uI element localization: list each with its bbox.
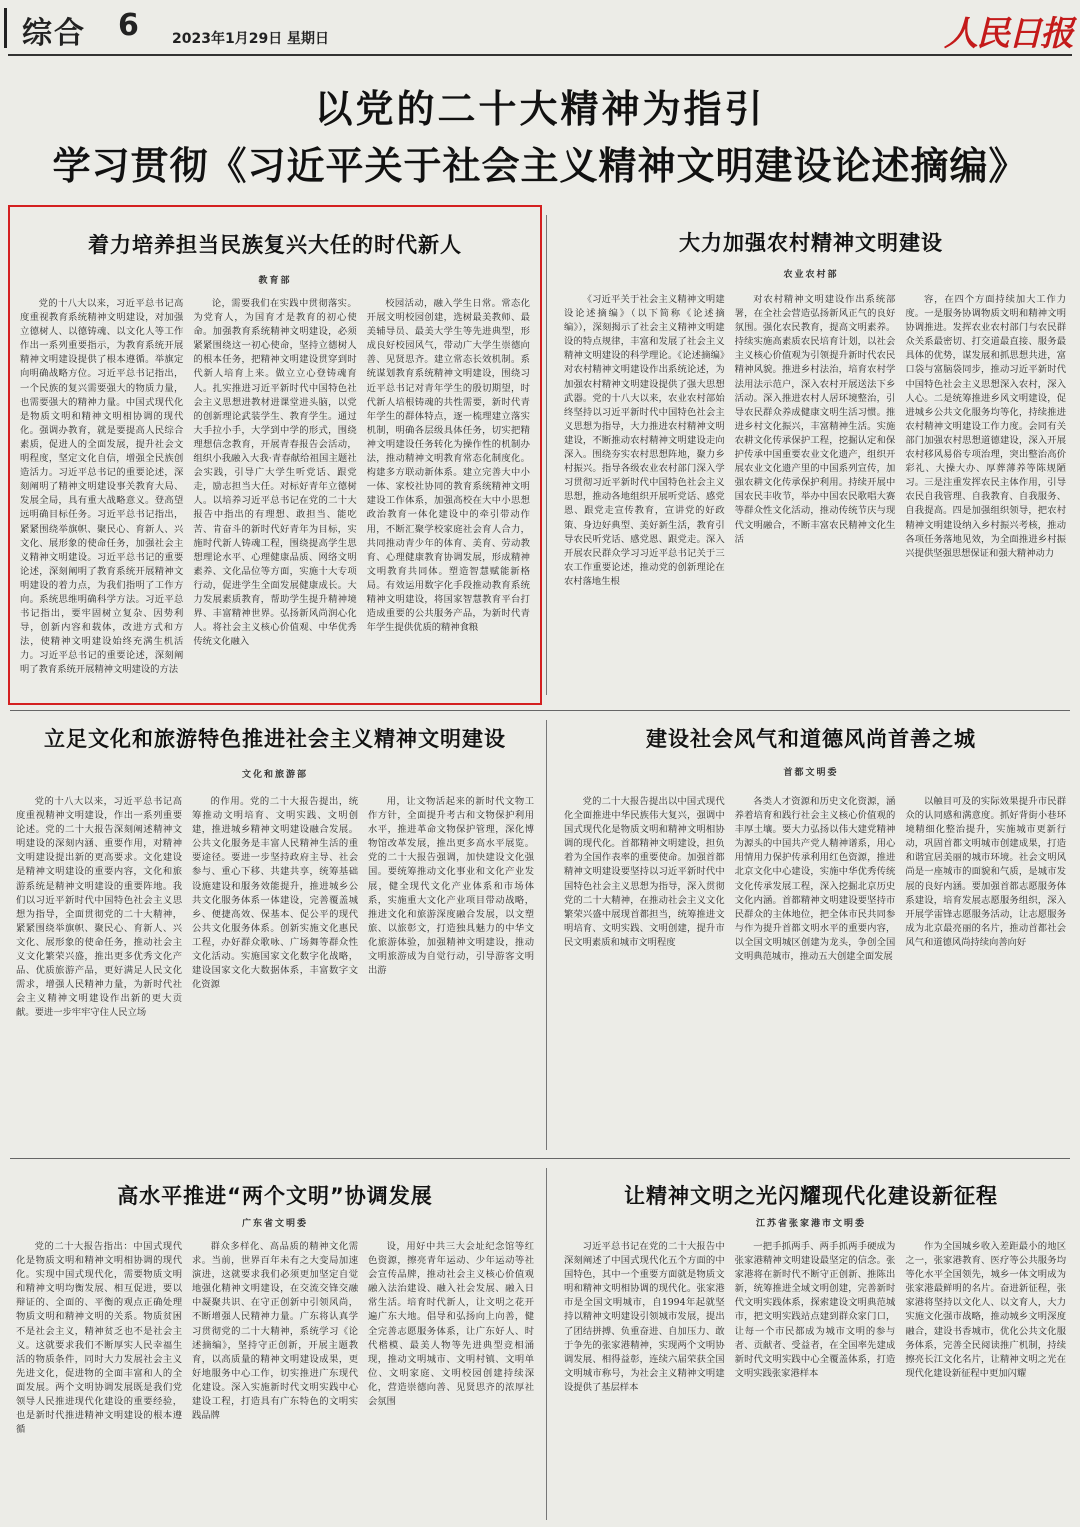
article-author: 文化和旅游部	[241, 770, 308, 780]
article-column: 作为全国城乡收入差距最小的地区之一，张家港教育、医疗等公共服务均等化水平全国领先，城乡一体文明成为张家港最鲜明的名片。奋进新征程，张家港将坚持以文化人、以文育人，大力实施文化强市战略，推动城乡文明深度融合，建设书香城市，优化公共文化服务体系，完善全民阅读推广机制，持续擦亮长江文化名片，让精神文明之光在现代化建设新征程中更加闪耀	[905, 1241, 1067, 1379]
article-column: 校园活动，融入学生日常。常态化开展文明校园创建，选树最美教师、最美辅导员、最美大学生等先进典型，形成良好校园风气，带动广大学生崇德向善、见贤思齐。建立常态长效机制。系统谋划教育系统精神文明建设，围绕习近平总书记对青年学生的殷切期望，时代新人培根铸魂的共性需要，新时代青年学生的群体特点，逐一梳理建立落实机制，明确各层级具体任务，切实把精神文明建设任务转化为操作性的机制办法，推动精神文明教育常态化制度化。构建多方联动新体系。建立完善大中小一体、家校社协同的教育系统精神文明建设工作体系，加强高校在大中小思想政治教育一体化建设中的牵引带动作用，不断汇聚学校家庭社会育人合力，共同推动青少年的体育、美育、劳动教育、心理健康教育协调发展，形成精神文明教育共同体。塑造智慧赋能新格局。有效运用数字化手段推动教育系统精神文明建设，将国家智慧教育平台打造成重要的公共服务产品，为新时代青年学生提供优质的精神食粮	[366, 298, 530, 634]
section-divider	[10, 710, 1070, 711]
page-number: 6	[118, 8, 139, 43]
article-zhangjiagang[interactable]	[550, 1162, 1072, 1524]
article-author: 教育部	[258, 276, 292, 286]
article-rural[interactable]	[550, 205, 1072, 705]
article-column: 一把手抓两手、两手抓两手硬成为张家港精神文明建设最坚定的信念。张家港将在新时代不断守正创新、推陈出新，统筹推进全域文明创建，完善新时代文明实践体系，探索建设文明典范城市，把文明实践站点建到群众家门口，让每一个市民都成为城市文明的参与者、贡献者、受益者，在全国率先建成新时代文明实践中心全覆盖体系，打造文明实践张家港样本	[734, 1241, 896, 1379]
article-column: 的作用。党的二十大报告提出，统筹推动文明培育、文明实践、文明创建，推进城乡精神文明建设融合发展。公共文化服务是丰富人民精神生活的重要途径。要进一步坚持政府主导、社会参与、重心下移、共建共享，统筹基础设施建设和服务效能提升，推进城乡公共文化服务体系一体建设，完善覆盖城乡、便捷高效、保基本、促公平的现代公共文化服务体系。创新实施文化惠民工程，办好群众歌咏、广场舞等群众性文化活动。实施国家文化数字化战略，建设国家文化大数据体系，丰富数字文化资源	[192, 796, 358, 991]
article-author: 广东省文明委	[241, 1219, 308, 1229]
article-title: 着力培养担当民族复兴大任的时代新人	[88, 233, 462, 257]
article-column: 设，用好中共三大会址纪念馆等红色资源，擦亮青年运动、少年运动等社会宣传品牌，推动社会主义核心价值观融入法治建设、融入社会发展、融入日常生活。培育时代新人，让文明之花开遍广东大地。倡导和弘扬向上向善，健全完善志愿服务体系，让广东好人、时代楷模、最美人物等先进典型竞相涌现，推动文明城市、文明村镇、文明单位、文明家庭、文明校园创建持续深化，营造崇德向善、见贤思齐的浓厚社会氛围	[368, 1241, 534, 1408]
column-divider	[546, 215, 547, 695]
article-column: 党的十八大以来，习近平总书记高度重视精神文明建设，作出一系列重要论述。党的二十大报告深刻阐述精神文明建设的深刻内涵、重要作用，对精神文明建设提出新的更高要求。文化建设是精神文明建设的重要内容，文化和旅游系统是精神文明建设的重要阵地。我们以习近平新时代中国特色社会主义思想为指导，全面贯彻党的二十大精神，紧紧围绕举旗帜、聚民心、育新人、兴文化、展形象的使命任务，推动社会主义文化繁荣兴盛，推出更多优秀文化产品、优质旅游产品，更好满足人民文化需求，增强人民精神力量，为新时代社会主义精神文明建设作出新的更大贡献。要进一步牢牢守住人民立场	[16, 796, 182, 1019]
article-column: 习近平总书记在党的二十大报告中深刻阐述了中国式现代化五个方面的中国特色，其中一个重要方面就是物质文明和精神文明相协调的现代化。张家港市是全国文明城市，自1994年起就坚持以精神文明建设引领城市发展，提出了团结拼搏、负重奋进、自加压力、敢于争先的张家港精神，实现两个文明协调发展、相得益彰，连续六届荣获全国文明城市称号，为社会主义精神文明建设提供了基层样本	[564, 1241, 725, 1393]
article-title: 建设社会风气和道德风尚首善之城	[646, 727, 976, 751]
article-column: 以触目可及的实际效果提升市民群众的认同感和满意度。抓好背街小巷环境精细化整治提升，实施城市更新行动，巩固首都文明城市创建成果，打造和谐宜居美丽的城市环境。社会文明风尚是一座城市的面貌和气质，是城市发展的良好内涵。要加强首都志愿服务体系建设，培育发展志愿服务组织，深入开展学雷锋志愿服务活动，让志愿服务成为北京最亮丽的名片，推动首都社会风气和道德风尚持续向善向好	[905, 796, 1067, 948]
section-bracket	[4, 8, 15, 48]
article-education[interactable]	[8, 205, 542, 705]
article-column: 用，让文物活起来的新时代文物工作方针，全面提升考古和文物保护利用水平，推进革命文物保护管理，深化博物馆改革发展，推出更多高水平展览。党的二十大报告强调，加快建设文化强国。要统筹推动文化事业和文化产业发展，健全现代文化产业体系和市场体系，实施重大文化产业项目带动战略，推进文化和旅游深度融合发展，以文塑旅、以旅彰文，打造独具魅力的中华文化旅游体验，加强精神文明建设，推动文明旅游成为自觉行动，引导游客文明出游	[368, 796, 534, 977]
article-title: 立足文化和旅游特色推进社会主义精神文明建设	[44, 727, 506, 751]
article-column: 党的二十大报告指出：中国式现代化是物质文明和精神文明相协调的现代化。实现中国式现代化，需要物质文明和精神文明均衡发展、相互促进，要以辩证的、全面的、平衡的观点正确处理物质文明和精神文明的关系。物质贫困不是社会主义，精神贫乏也不是社会主义。这就要求我们不断厚实人民幸福生活的物质条件，同时大力发展社会主义先进文化，促进物的全面丰富和人的全面发展。两个文明协调发展既是我们党领导人民推进现代化建设的重要经验，也是新时代推进精神文明建设的根本遵循	[16, 1241, 182, 1436]
article-culture-tourism[interactable]	[8, 715, 542, 1155]
article-title: 让精神文明之光闪耀现代化建设新征程	[624, 1184, 998, 1208]
article-column: 党的十八大以来，习近平总书记高度重视教育系统精神文明建设，对加强立德树人、以德铸魂、以文化人等工作作出一系列重要指示，为教育系统开展精神文明建设提供了根本遵循。举旗定向明确战略方位。习近平总书记指出，一个民族的复兴需要强大的物质力量，也需要强大的精神力量。中国式现代化是物质文明和精神文明相协调的现代化。强调办教育，就是要提高人民综合素质，促进人的全面发展，提升社会文明程度，坚定文化自信，增强全民族创造活力。习近平总书记的重要论述，深刻阐明了精神文明建设事关教育大局、发展全局，具有重大战略意义。登高望远明确目标任务。习近平总书记指出，紧紧围绕举旗帜、聚民心、育新人、兴文化、展形象的使命任务，加强社会主义精神文明建设。习近平总书记的重要论述，深刻阐明了教育系统开展精神文明建设的着力点，为我们指明了工作方向。系统思维明确科学方法。习近平总书记指出，要牢固树立复杂、因势利导，创新内容和载体，改进方式和方法，使精神文明建设始终充满生机活力。习近平总书记的重要论述，深刻阐明了教育系统开展精神文明建设的方法	[20, 298, 184, 676]
article-author: 农业农村部	[783, 270, 839, 280]
section-divider	[10, 1158, 1070, 1159]
issue-date: 2023年1月29日 星期日	[172, 31, 330, 47]
article-column: 党的二十大报告提出以中国式现代化全面推进中华民族伟大复兴，强调中国式现代化是物质文明和精神文明相协调的现代化。首都精神文明建设，担负着为全国作表率的重要使命。加强首都精神文明建设要坚持以习近平新时代中国特色社会主义思想为指导，深入贯彻党的二十大精神，在推动社会主义文化繁荣兴盛中展现首都担当，统筹推进文明培育、文明实践、文明创建，提升市民文明素质和城市文明程度	[564, 796, 725, 948]
article-column: 群众多样化、高品质的精神文化需求。当前，世界百年未有之大变局加速演进，这就要求我们必须更加坚定自觉地强化精神文明建设，在交流交锋交融中凝聚共识、在守正创新中引领风尚，不断增强人民精神力量。广东将认真学习贯彻党的二十大精神，系统学习《论述摘编》，坚持守正创新，开展主题教育，以高质量的精神文明建设成果，更好地服务中心工作，切实推进广东现代化建设。深入实施新时代文明实践中心建设工程，打造具有广东特色的文明实践品牌	[192, 1241, 358, 1422]
article-guangdong[interactable]	[8, 1162, 542, 1524]
section-name: 综合	[22, 16, 86, 51]
masthead-rule	[8, 54, 1072, 56]
masthead	[0, 0, 1080, 58]
article-column: 对农村精神文明建设作出系统部署，在全社会营造弘扬新风正气的良好氛围。强化农民教育，提高文明素养。持续实施高素质农民培育计划，以社会主义核心价值观为引领提升新时代农民精神风貌。推进乡村法治，培育农村学法用法示范户，深入农村开展送法下乡活动。深入推进农村人居环境整治，引导农民群众养成健康文明生活习惯。推进乡村文化振兴，丰富精神生活。实施农耕文化传承保护工程，挖掘认定和保护传承中国重要农业文化遗产，组织开展农业文化遗产里的中国系列宣传，加强农耕文化传承保护利用。持续开展中国农民丰收节，举办中国农民歌唱大赛等群众性文化活动，推动传统节庆与现代文明融合，不断丰富农民精神文化生活	[734, 294, 896, 545]
article-title: 大力加强农村精神文明建设	[679, 231, 943, 255]
column-divider	[546, 720, 547, 1150]
article-column: 《习近平关于社会主义精神文明建设论述摘编》（以下简称《论述摘编》），深刻揭示了社会主义精神文明建设的特点规律，丰富和发展了社会主义精神文明建设的科学理论。《论述摘编》对农村精神文明建设作出系统论述，为加强农村精神文明建设提供了强大思想武器。党的十八大以来，农业农村部始终坚持以习近平新时代中国特色社会主义思想为指导，大力推进农村精神文明建设，不断推动农村精神文明建设走向深入。围绕夯实农村思想阵地，聚力乡村振兴。指导各级农业农村部门深入学习贯彻习近平新时代中国特色社会主义思想，推动各地组织开展听党话、感党恩、跟党走宣传教育，宣讲党的好政策、身边好典型、美好新生活，教育引导农民听党话、感党恩、跟党走。深入开展农民群众学习习近平总书记关于三农工作重要论述，推动党的创新理论在农村落地生根	[564, 294, 725, 587]
article-capital-civility[interactable]	[550, 715, 1072, 1155]
column-divider	[546, 1168, 547, 1520]
newspaper-logo: 人民日报	[944, 14, 1072, 54]
article-column: 论，需要我们在实践中贯彻落实。为党育人，为国育才是教育的初心使命。加强教育系统精神文明建设，必须紧紧围绕这一初心使命，坚持立德树人的根本任务，把精神文明建设贯穿到时代新人培育上来。做立立心登铸魂育人。扎实推进习近平新时代中国特色社会主义思想进教材进课堂进头脑，以党的创新理论武装学生、教育学生。通过大手拉小手，大学到中学的形式，围绕理想信念教育，开展青春报告会活动，组织小我融入大我·青春献给祖国主题社会实践，引导广大学生听党话、跟党走，励志担当大任。对标好青年立德树人。以培养习近平总书记在党的二十大报告中指出的有理想、敢担当、能吃苦、肯奋斗的新时代好青年为目标，实施时代新人铸魂工程，围绕提高学生思想理论水平、心理健康品质、网络文明素养、文化品位等方面，实施十大专项行动，促进学生全面发展健康成长。大力发展素质教育，帮助学生提升精神境界、丰富精神世界。弘扬新风尚润心化人。将社会主义核心价值观、中华优秀传统文化融入	[193, 298, 357, 648]
article-title: 高水平推进“两个文明”协调发展	[117, 1184, 433, 1208]
article-author: 首都文明委	[783, 768, 839, 778]
article-column: 各类人才资源和历史文化资源，涵养着培育和践行社会主义核心价值观的丰厚土壤。要大力弘扬以伟大建党精神为源头的中国共产党人精神谱系，用心用情用力保护传承利用红色资源，推进北京文化中心建设，实施中华优秀传统文化传承发展工程，深入挖掘北京历史文化内涵。首都精神文明建设要坚持市民群众的主体地位，把全体市民共同参与作为提升首都文明水平的重要内容，以全国文明城区创建为龙头，争创全国文明典范城市，推动五大创建全面发展	[734, 796, 896, 963]
main-headline-line2: 学习贯彻《习近平关于社会主义精神文明建设论述摘编》	[52, 144, 1028, 188]
main-headline-line1: 以党的二十大精神为指引	[314, 87, 766, 131]
article-column: 容，在四个方面持续加大工作力度。一是服务协调物质文明和精神文明协调推进。发挥农业农村部门与农民群众关系最密切、打交道最直接、服务最具体的优势，谋发展和抓思想共进，富口袋与富脑袋同步，推动习近平新时代中国特色社会主义思想深入农村，深入人心。二是统筹推进乡风文明建设，促进城乡公共文化服务均等化，持续推进农村精神文明建设工作力度。会同有关部门加强农村思想道德建设，深入开展农村移风易俗专项治理，突出整治高价彩礼、大操大办、厚葬薄养等陈规陋习。三是注重发挥农民主体作用，引导农民自我管理、自我教育、自我服务、自我提高。四是加强组织领导，把农村精神文明建设纳入乡村振兴考核，推动各项任务落地见效，为全面推进乡村振兴提供坚强思想保证和强大精神动力	[905, 294, 1067, 559]
article-author: 江苏省张家港市文明委	[755, 1219, 866, 1229]
